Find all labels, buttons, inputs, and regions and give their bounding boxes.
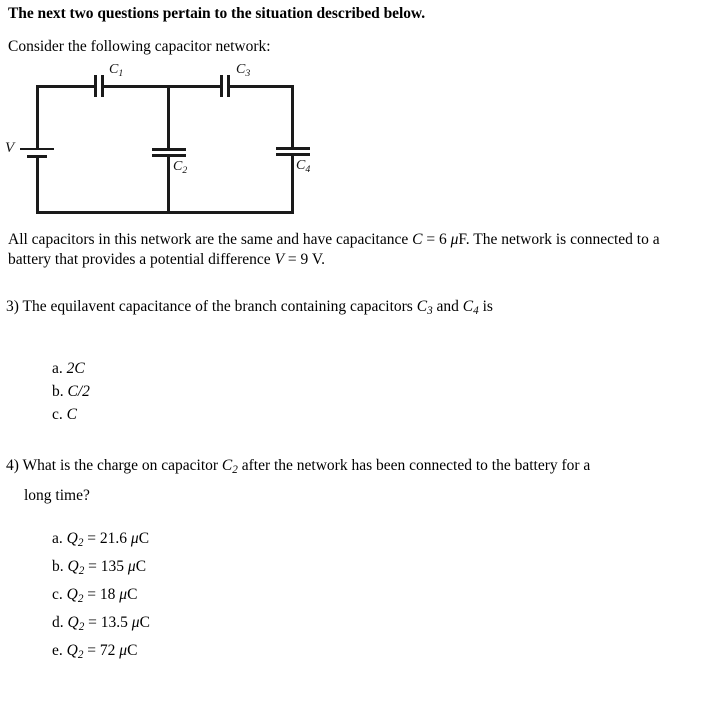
capacitor-c4-label-sub: 4: [305, 163, 311, 175]
description-text-4: = 9 V.: [284, 251, 325, 268]
battery-short-plate: [27, 155, 47, 158]
question-4-option-e-mu: μ: [119, 642, 128, 659]
capacitor-c2-plate-top: [152, 148, 186, 151]
description-mu-symbol: μ: [450, 231, 459, 248]
question-3-option-c[interactable]: [52, 406, 77, 424]
question-4-option-d[interactable]: [52, 614, 150, 633]
capacitor-c4-plate-bottom: [276, 153, 310, 156]
description-text-3: F. The network is connected to a battery that provides a potential difference: [8, 231, 660, 268]
question-4-option-e-unit: C: [127, 642, 138, 659]
capacitor-c2-label-sub: 2: [182, 164, 188, 176]
question-4-option-a-mu: μ: [130, 530, 139, 547]
question-4-option-b-eq: = 135: [84, 558, 128, 575]
capacitor-c1-plate-left: [94, 75, 97, 97]
question-4-option-c-mu: μ: [119, 586, 128, 603]
question-4-option-c[interactable]: [52, 586, 137, 605]
wire-bottom: [36, 211, 294, 214]
question-3-option-a-letter: a.: [52, 360, 63, 377]
question-4-option-b-symbol: [67, 558, 85, 578]
description-symbol-v: V: [274, 251, 285, 268]
capacitor-c1-plate-right: [101, 75, 104, 97]
question-4-text-before: What is the charge on capacitor: [18, 457, 222, 474]
intro-line: Consider the following capacitor network:: [8, 38, 271, 55]
question-4-option-b-mu: μ: [127, 558, 136, 575]
capacitor-c3-label-sub: 3: [245, 67, 251, 79]
wire-middle-upper: [167, 85, 170, 148]
question-3-number: 3): [6, 298, 19, 315]
question-4-option-d-symbol: [67, 614, 85, 634]
question-4-option-b-letter: b.: [52, 558, 64, 575]
question-3-option-a-value: 2C: [66, 360, 85, 377]
question-3-option-b-value: C/2: [67, 383, 90, 400]
question-4-text-line2: long time?: [24, 487, 90, 505]
capacitor-network-diagram: [0, 58, 360, 228]
question-4-option-c-letter: c.: [52, 586, 63, 603]
capacitor-c4-label-base: C: [296, 158, 306, 173]
question-4-option-c-eq: = 18: [83, 586, 120, 603]
question-4-option-e[interactable]: [52, 642, 137, 661]
question-3-text-after: is: [478, 298, 493, 315]
capacitor-c3-plate-right: [227, 75, 230, 97]
question-3-symbol-c3-base: C: [416, 298, 428, 315]
question-4-symbol-c2-sub: 2: [232, 464, 238, 477]
question-3-option-b[interactable]: [52, 383, 90, 401]
question-4-option-d-mu: μ: [131, 614, 140, 631]
question-4-option-e-letter: e.: [52, 642, 63, 659]
description-text-2: = 6: [422, 231, 451, 248]
question-4-text-after: after the network has been connected to the battery for a: [237, 457, 591, 474]
description-symbol-c: C: [412, 231, 423, 248]
wire-left-upper: [36, 85, 39, 148]
question-4-option-e-q-base: Q: [66, 642, 78, 659]
question-4-option-a-symbol: [66, 530, 84, 550]
question-4-symbol-c2: [221, 457, 238, 477]
capacitor-c3-label: [236, 62, 250, 79]
question-4-option-e-symbol: [66, 642, 84, 662]
question-3-symbol-c4-sub: 4: [473, 305, 479, 318]
capacitor-c2-plate-bottom: [152, 154, 186, 157]
question-4-option-e-eq: = 72: [83, 642, 120, 659]
question-4-option-c-unit: C: [127, 586, 138, 603]
question-4-option-d-q-base: Q: [67, 614, 79, 631]
question-4: [6, 453, 696, 508]
question-4-symbol-c2-base: C: [221, 457, 233, 474]
question-4-option-c-symbol: [66, 586, 84, 606]
capacitor-c4-plate-top: [276, 147, 310, 150]
wire-top-mid-left: [101, 85, 220, 88]
question-3-text-before: The equilavent capacitance of the branch containing capacitors: [18, 298, 417, 315]
capacitor-c4-label: [296, 158, 310, 175]
question-4-number: 4): [6, 457, 19, 474]
question-4-option-e-q-sub: 2: [77, 649, 84, 662]
question-4-option-d-eq: = 13.5: [84, 614, 132, 631]
question-4-option-a-unit: C: [138, 530, 150, 547]
question-4-option-b-q-sub: 2: [78, 565, 85, 578]
question-4-option-c-q-base: Q: [66, 586, 78, 603]
wire-top-right: [228, 85, 294, 88]
question-3-option-a[interactable]: [52, 360, 85, 378]
question-4-option-c-q-sub: 2: [77, 593, 84, 606]
capacitor-c3-plate-left: [220, 75, 223, 97]
capacitor-c2-label-base: C: [173, 159, 183, 174]
question-3-text-middle: and: [432, 298, 463, 315]
page-heading: The next two questions pertain to the situation described below.: [8, 5, 426, 22]
question-3: [6, 298, 493, 317]
question-3-symbol-c4-base: C: [462, 298, 474, 315]
description-text-1: All capacitors in this network are the same and have capacitance: [8, 231, 413, 248]
wire-right-lower: [291, 155, 294, 214]
question-4-option-a-eq: = 21.6: [83, 530, 131, 547]
battery-label: V: [5, 140, 15, 156]
question-3-option-c-value: C: [66, 406, 77, 423]
question-4-option-a[interactable]: [52, 530, 149, 549]
question-4-option-d-unit: C: [139, 614, 150, 631]
capacitor-c1-label-sub: 1: [118, 67, 124, 79]
question-4-option-b-unit: C: [135, 558, 147, 575]
capacitor-c3-label-base: C: [236, 62, 246, 77]
capacitor-c2-label: [173, 159, 187, 176]
question-3-symbol-c3: [416, 298, 433, 318]
capacitor-c1-label-base: C: [109, 62, 119, 77]
question-4-option-a-q-sub: 2: [77, 537, 84, 550]
question-4-option-d-q-sub: 2: [78, 621, 85, 634]
wire-left-lower: [36, 158, 39, 214]
question-3-symbol-c4: [462, 298, 479, 318]
question-4-option-a-letter: a.: [52, 530, 63, 547]
wire-top-left: [36, 85, 97, 88]
question-4-option-b-q-base: Q: [67, 558, 79, 575]
question-3-option-b-letter: b.: [52, 383, 64, 400]
question-3-option-c-letter: c.: [52, 406, 63, 423]
network-description: [8, 230, 678, 270]
question-3-symbol-c3-sub: 3: [427, 305, 433, 318]
question-4-option-a-q-base: Q: [66, 530, 78, 547]
capacitor-c1-label: [109, 62, 123, 79]
question-4-option-b[interactable]: [52, 558, 146, 577]
question-4-option-d-letter: d.: [52, 614, 64, 631]
wire-right-upper: [291, 85, 294, 147]
battery-long-plate: [20, 148, 54, 150]
wire-middle-lower: [167, 156, 170, 214]
